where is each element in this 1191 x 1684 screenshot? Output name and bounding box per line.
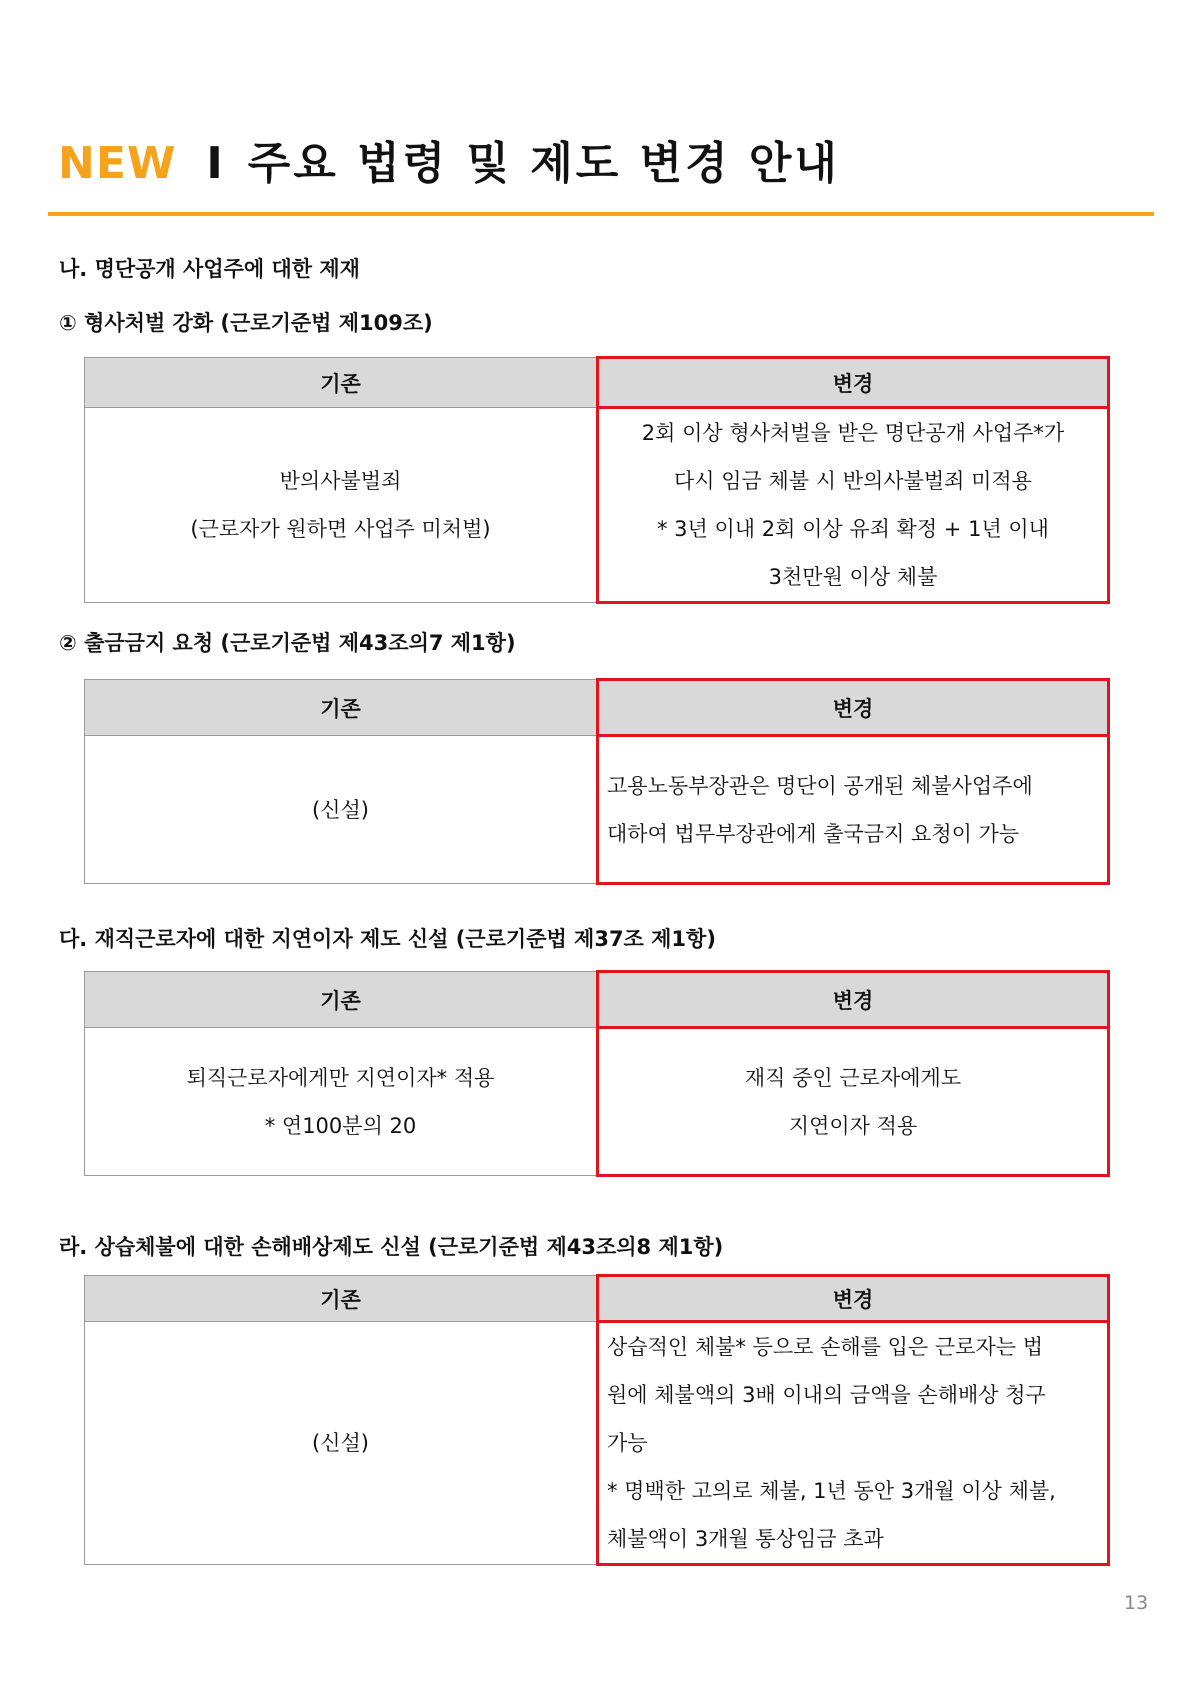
before-line: 퇴직근로자에게만 지연이자* 적용	[186, 1065, 495, 1090]
after-line: 대하여 법무부장관에게 출국금지 요청이 가능	[607, 821, 1020, 846]
after-cell	[598, 408, 1109, 603]
comparison-table-travel-ban	[84, 678, 1110, 885]
before-line: (신설)	[312, 797, 369, 822]
after-line: 고용노동부장관은 명단이 공개된 체불사업주에	[607, 773, 1033, 798]
before-line: 반의사불벌죄	[279, 469, 402, 493]
after-line: * 3년 이내 2회 이상 유죄 확정 + 1년 이내	[657, 517, 1049, 541]
title-separator: I	[206, 138, 226, 189]
after-line: 가능	[607, 1431, 648, 1455]
after-line: 2회 이상 형사처벌을 받은 명단공개 사업주*가	[641, 421, 1065, 445]
after-line: 체불액이 3개월 통상임금 초과	[607, 1527, 884, 1551]
before-line: (신설)	[312, 1431, 369, 1455]
before-cell	[85, 408, 598, 603]
title-underline	[48, 212, 1154, 216]
before-line: * 연100분의 20	[264, 1113, 417, 1138]
column-header-after: 변경	[598, 1276, 1109, 1322]
comparison-table-penalty	[84, 356, 1110, 604]
page-number: 13	[1124, 1592, 1149, 1614]
after-line: 다시 임금 체불 시 반의사불벌죄 미적용	[674, 469, 1032, 493]
after-line: 지연이자 적용	[788, 1113, 918, 1138]
after-line: 3천만원 이상 체불	[768, 565, 938, 589]
column-header-before: 기존	[85, 680, 598, 736]
column-header-after: 변경	[598, 358, 1109, 408]
column-header-after: 변경	[598, 680, 1109, 736]
after-line: 상습적인 체불* 등으로 손해를 입은 근로자는 법	[607, 1335, 1043, 1359]
section-da-heading: 다. 재직근로자에 대한 지연이자 제도 신설 (근로기준법 제37조 제1항)	[59, 927, 716, 951]
item1-heading: ① 형사처벌 강화 (근로기준법 제109조)	[59, 311, 433, 335]
item2-heading: ② 출금금지 요청 (근로기준법 제43조의7 제1항)	[59, 631, 516, 655]
page-title	[58, 134, 840, 194]
column-header-after: 변경	[598, 972, 1109, 1028]
before-cell	[85, 1028, 598, 1176]
column-header-before: 기존	[85, 972, 598, 1028]
section-na-heading: 나. 명단공개 사업주에 대한 제재	[59, 257, 360, 281]
before-cell	[85, 736, 598, 884]
after-cell	[598, 1322, 1109, 1565]
after-line: 재직 중인 근로자에게도	[744, 1065, 962, 1090]
column-header-before: 기존	[85, 358, 598, 408]
new-label: NEW	[58, 138, 177, 189]
after-line: 원에 체불액의 3배 이내의 금액을 손해배상 청구	[607, 1383, 1046, 1407]
after-line: * 명백한 고의로 체불, 1년 동안 3개월 이상 체불,	[607, 1479, 1056, 1503]
section-ra-heading: 라. 상습체불에 대한 손해배상제도 신설 (근로기준법 제43조의8 제1항)	[59, 1235, 724, 1259]
before-cell	[85, 1322, 598, 1565]
title-text: 주요 법령 및 제도 변경 안내	[247, 138, 840, 189]
comparison-table-delay-interest	[84, 970, 1110, 1177]
before-line: (근로자가 원하면 사업주 미처벌)	[190, 517, 491, 541]
comparison-table-damages	[84, 1274, 1110, 1566]
after-cell	[598, 736, 1109, 884]
after-cell	[598, 1028, 1109, 1176]
column-header-before: 기존	[85, 1276, 598, 1322]
